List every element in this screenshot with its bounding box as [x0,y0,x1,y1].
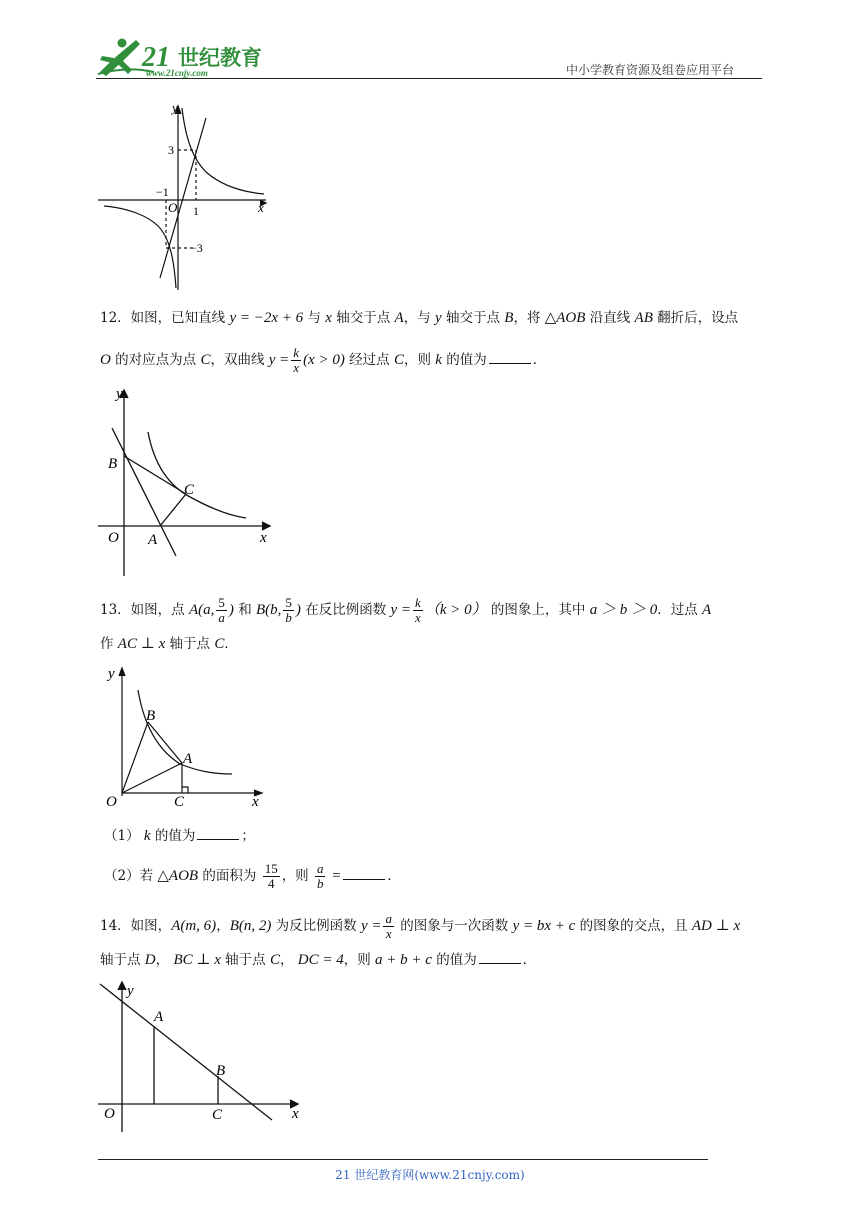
answer-blank-q14[interactable] [479,951,521,964]
q14-line1: 14．如图，A(m, 6)，B(n, 2) 为反比例函数 y = $\frac{a}{x}$ 的图象与一次函数 y = bx + c 的图象的交点，且 AD ⊥ x [100,911,741,941]
footer-divider [98,1159,708,1160]
hyperbola-curve [148,432,246,518]
point-B-label: B [216,1063,226,1079]
figure-q12-graph [96,384,286,580]
y-axis-label: y [172,100,178,115]
y-axis-label: y [127,983,134,999]
logo-url: www.21cnjy.com [146,68,208,78]
tick-label-3: 3 [168,143,174,157]
logo-text: 世纪教育 [178,46,262,70]
y-axis-label: y [108,666,115,682]
footer-link[interactable]: 21 世纪教育网(www.21cnjy.com) [335,1168,525,1182]
figure-q14-graph [96,978,312,1136]
point-A-label: A [154,1009,164,1025]
answer-blank-q12[interactable] [489,351,531,364]
point-A-label: A [183,751,193,767]
line-AB [100,984,272,1120]
tick-label-neg1: −1 [156,185,169,199]
q13-line2: 作 AC ⊥ x 轴于点 C． [100,636,238,652]
fraction-k-over-x: $\frac{k}{x}$ [293,345,300,375]
line-AB [112,428,176,556]
logo-number: 21 [142,42,170,73]
point-B-label: B [108,456,118,472]
site-logo [96,36,266,80]
origin-label: O [168,200,178,215]
hyperbola-branch-left [104,206,176,288]
point-C-label: C [184,482,195,498]
header-divider [96,78,762,79]
figure-q11-graph [96,100,278,296]
answer-blank-q13-1[interactable] [197,827,239,840]
hyperbola-branch-right [182,108,264,194]
x-axis-label: x [260,530,267,546]
x-axis-label: x [252,794,259,810]
x-axis-label: x [292,1106,299,1122]
tick-label-1: 1 [193,204,199,218]
q14-line2: 轴于点 D， BC ⊥ x 轴于点 C， DC = 4，则 a + b + c 的值为 ． [100,952,537,968]
right-angle-mark [182,787,188,793]
point-B-label: B [146,708,156,724]
x-axis-label: x [258,200,264,215]
q13-line1: 13．如图，点 A(a, $\frac{5}{a}$ ) 和 B(b, $\frac{5}{b}$ ) 在反比例函数 y = $\frac{k}{x}$ （k > 0） 的图象上，其中 a ＞ b ＞ 0．过点 A [100,595,712,625]
q13-part1: （1） k 的值为 ； [104,828,255,844]
answer-blank-q13-2[interactable] [343,867,385,880]
q12-line2: O 的对应点为点 C，双曲线 y = $\frac{k}{x}$ (x > 0) 经过点 C，则 k 的值为 ． [100,345,547,375]
point-C-label: C [174,794,185,810]
origin-label: O [104,1106,115,1122]
segment-AB [148,722,182,763]
y-axis-label: y [116,386,123,402]
segment-AC [160,494,186,526]
q12-line1: 12．如图，已知直线 y = −2x + 6 与 x 轴交于点 A，与 y 轴交于点 B，将 △AOB 沿直线 AB 翻折后，设点 [100,310,739,326]
figure-q13-graph [96,660,276,812]
tick-label-neg3: −3 [190,241,203,255]
q13-part2: （2）若 △AOB 的面积为 $\frac{15}{4}$ ，则 $\frac{a}{b}$ = ． [104,861,401,891]
point-A-label: A [148,532,158,548]
origin-label: O [106,794,117,810]
point-C-label: C [212,1107,223,1123]
origin-label: O [108,530,119,546]
header-platform-text: 中小学教育资源及组卷应用平台 [566,63,735,77]
runner-logo-icon [96,36,266,80]
